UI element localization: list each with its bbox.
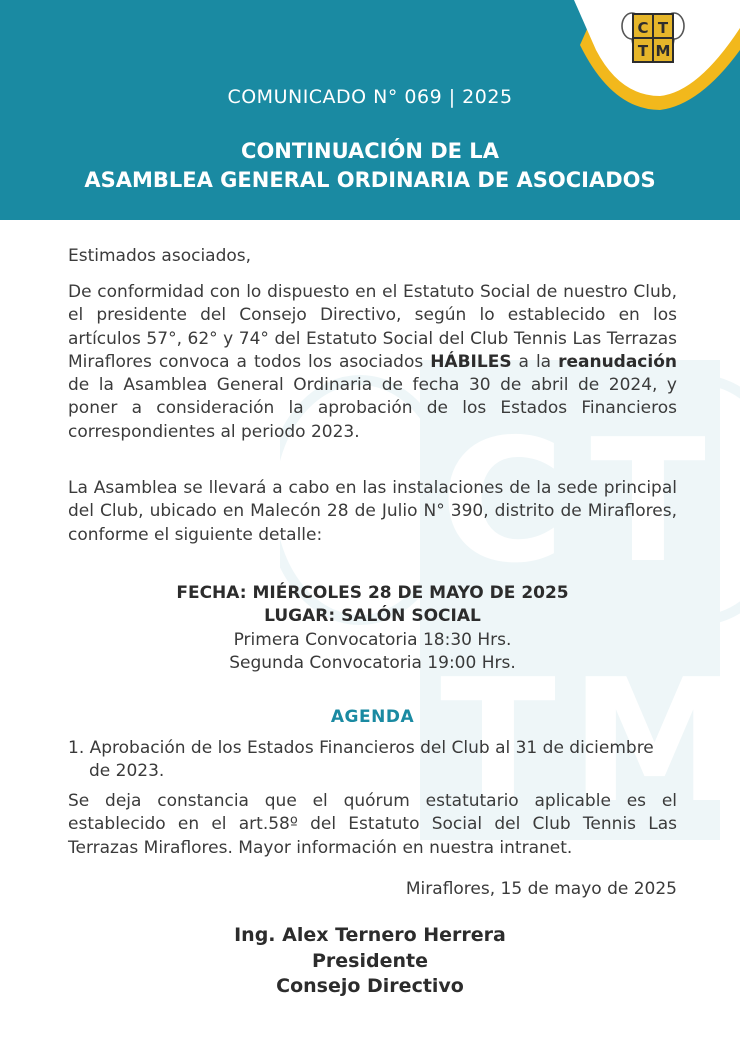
svg-text:M: M: [570, 643, 740, 841]
title-line-2: ASAMBLEA GENERAL ORDINARIA DE ASOCIADOS: [84, 168, 656, 192]
second-call: Segunda Convocatoria 19:00 Hrs.: [229, 652, 516, 673]
first-call: Primera Convocatoria 18:30 Hrs.: [233, 629, 512, 650]
paragraph-location: La Asamblea se llevará a cabo en las instalaciones de la sede principal del Club, ubicado en Malecón 28 de Julio N° 390, distrito de Miraflores, conforme el siguiente detalle:: [68, 478, 677, 545]
svg-text:T: T: [440, 643, 556, 841]
agenda-list: [68, 737, 677, 784]
paragraph-text: de la Asamblea General Ordinaria de fecha 30 de abril de 2024, y poner a consideración la aprobación de los Estados Financieros correspondientes al periodo 2023.: [68, 375, 677, 442]
logo-letter: T: [637, 42, 649, 60]
page-title: [0, 137, 740, 195]
paragraph-text: De conformidad con lo dispuesto en el Estatuto Social de nuestro Club, el presidente del Consejo Directivo, según lo establecido en los artículos 57°, 62° y 74° del Estatuto Social del Club Tennis Las Terrazas Miraflores convoca a todos los asociados: [68, 282, 677, 372]
title-line-1: CONTINUACIÓN DE LA: [241, 139, 499, 163]
club-logo: [618, 8, 688, 68]
paragraph-quorum: Se deja constancia que el quórum estatutario aplicable es el establecido en el art.58º del Estatuto Social del Club Tennis Las Terrazas Miraflores. Mayor información en nuestra intranet.: [68, 791, 677, 858]
meeting-place: LUGAR: SALÓN SOCIAL: [264, 606, 481, 627]
bold-reanudacion: reanudación: [558, 351, 677, 372]
date-line: Miraflores, 15 de mayo de 2025: [405, 879, 677, 899]
logo-letter: T: [657, 19, 669, 37]
signer-role: Presidente: [312, 949, 428, 972]
bold-habiles: HÁBILES: [430, 351, 512, 372]
agenda-title: AGENDA: [330, 707, 415, 727]
meeting-date: FECHA: MIÉRCOLES 28 DE MAYO DE 2025: [176, 583, 569, 603]
signer-name: Ing. Alex Ternero Herrera: [234, 924, 506, 946]
meeting-details: [68, 582, 677, 675]
comunicado-number: COMUNICADO N° 069 | 2025: [227, 86, 513, 108]
logo-letter: M: [655, 42, 671, 60]
signer-org: Consejo Directivo: [276, 975, 464, 997]
paragraph-text: a la: [511, 351, 559, 372]
paragraph-convocatoria: [68, 281, 677, 444]
greeting: Estimados asociados,: [68, 246, 252, 266]
logo-letter: C: [637, 19, 649, 37]
svg-text:T: T: [590, 403, 706, 601]
agenda-item: 1. Aprobación de los Estados Financieros del Club al 31 de diciembre de 2023.: [68, 738, 654, 782]
signature-block: [0, 923, 740, 1000]
svg-text:C: C: [440, 403, 565, 601]
